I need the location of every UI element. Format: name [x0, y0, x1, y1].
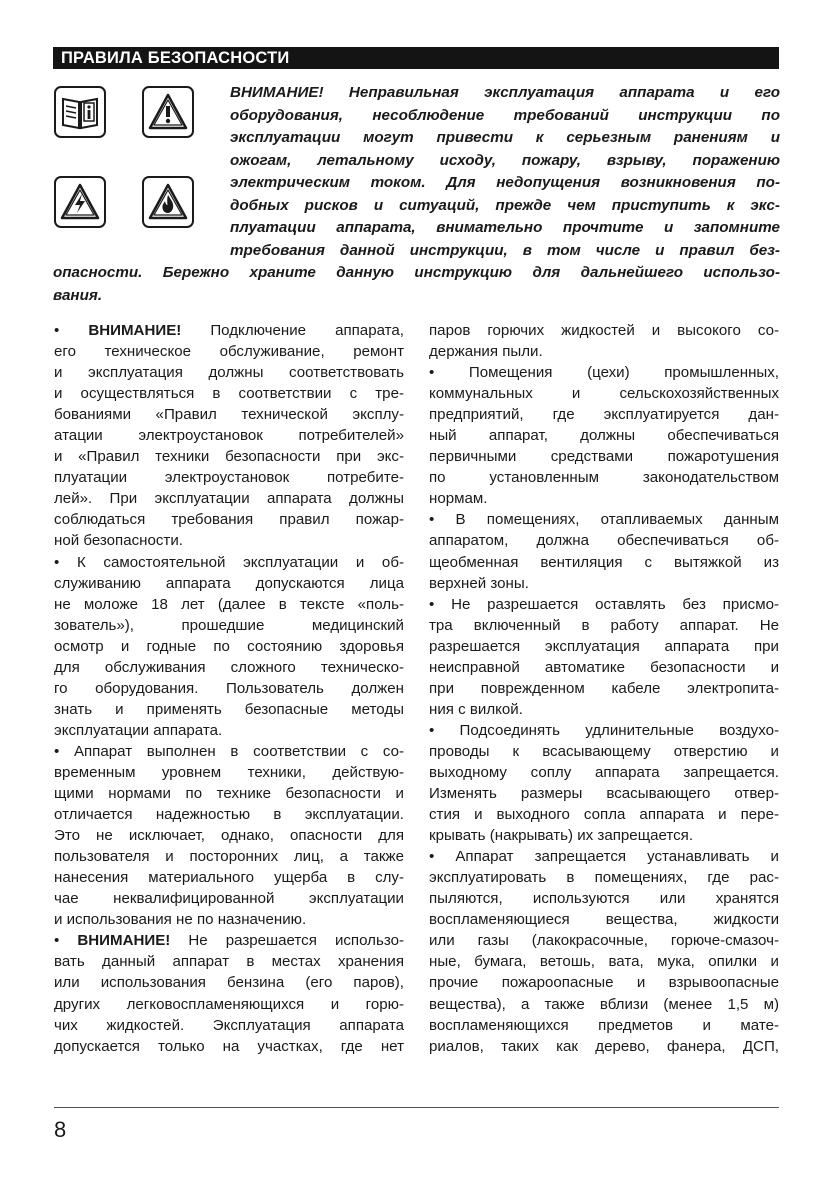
text-line: • ВНИМАНИЕ! Не разрешается использо-: [54, 932, 404, 950]
warning-line: опасности. Бережно храните данную инструкцию для дальнейшего использо-: [53, 264, 780, 281]
footer-divider: [54, 1107, 779, 1108]
text-line: для обслуживания сложного техническо-: [54, 658, 404, 676]
attention-label: ВНИМАНИЕ!: [77, 932, 171, 950]
text-line: нанесения материального ущерба в слу-: [54, 869, 404, 887]
text-line: ния с вилкой.: [429, 700, 523, 718]
warning-line: эксплуатации могут привести к серьезным ранениям и: [230, 129, 780, 146]
text-line: воспламеняющихся предметов и мате-: [429, 1016, 779, 1034]
text-line: допускается только на участках, где нет: [54, 1037, 404, 1055]
text-line: эксплуатации аппарата.: [54, 721, 223, 739]
text-line: щеобменная вентиляция с вытяжкой из: [429, 553, 779, 571]
text-line: пыляются, используются или хранятся: [429, 890, 779, 908]
text-line: чих жидкостей. Эксплуатация аппарата: [54, 1016, 404, 1034]
warning-line: электрическим током. Для недопущения возникновения по-: [230, 174, 780, 191]
text-line: и эксплуатация должны соответствовать: [54, 364, 404, 382]
text-line: зователь»), прошедшие медицинский: [54, 616, 404, 634]
left-column: [54, 320, 404, 1057]
text-line: временным уровнем техники, действую-: [54, 763, 404, 781]
warning-line: ожогам, летальному исходу, пожару, взрыву, поражению: [230, 151, 780, 169]
text-line: неисправной автоматике безопасности и: [429, 658, 779, 676]
text-line: служиванию аппарата допускаются лица: [54, 574, 404, 592]
text-line: ный аппарат, должны обеспечиваться: [429, 427, 779, 445]
section-title: ПРАВИЛА БЕЗОПАСНОСТИ: [61, 49, 290, 67]
text-line: разрешается эксплуатация аппарата при: [429, 637, 779, 655]
warning-line: требования данной инструкции, в том числе и правил без-: [230, 241, 780, 259]
text-line: Изменять размеры всасывающего отвер-: [429, 785, 779, 803]
text-line: верхней зоны.: [429, 574, 529, 592]
warning-line: ВНИМАНИЕ! Неправильная эксплуатация аппарата и его: [230, 84, 780, 101]
right-column: [429, 320, 779, 1057]
text-line: пользователя и посторонних лиц, а также: [54, 848, 404, 866]
text-line: • В помещениях, отапливаемых данным: [429, 511, 779, 529]
text-line: нормам.: [429, 490, 488, 508]
text-line: ные, бумага, ветошь, вата, мука, опилки и: [429, 953, 779, 971]
text-line: и использования не по назначению.: [54, 911, 307, 929]
text-line: других легковоспламеняющихся и горю-: [54, 995, 404, 1013]
text-line: чае неквалифицированной эксплуатации: [54, 890, 404, 908]
text-line: щими нормами по технике безопасности и: [54, 785, 404, 803]
text-line: осмотр и годные по состоянию здоровья: [54, 637, 404, 655]
text-line: и «Правил техники безопасности при экс-: [54, 448, 404, 466]
text-line: вать данный аппарат в местах хранения: [54, 953, 404, 971]
text-line: его техническое обслуживание, ремонт: [54, 343, 404, 361]
text-line: • Подсоединять удлинительные воздухо-: [429, 721, 779, 739]
text-line: плуатации электроустановок потребите-: [54, 469, 404, 487]
text-line: держания пыли.: [429, 343, 543, 361]
text-line: вещества), а также вблизи (менее 1,5 м): [429, 995, 779, 1013]
text-line: • ВНИМАНИЕ! Подключение аппарата,: [54, 322, 404, 339]
text-line: воспламеняющиеся вещества, жидкости: [429, 911, 779, 929]
text-line: предприятий, где эксплуатируется дан-: [429, 406, 779, 424]
text-line: риалов, таких как дерево, фанера, ДСП,: [429, 1037, 779, 1055]
text-line: выходному соплу аппарата запрещается.: [429, 763, 779, 781]
text-line: и осуществляться в соответствии с тре-: [54, 385, 404, 403]
text-line: при поврежденном кабеле электропита-: [429, 679, 779, 697]
text-line: • К самостоятельной эксплуатации и об-: [54, 553, 404, 571]
text-line: бованиями «Правил технической эксплу-: [54, 406, 404, 424]
warning-line: добных рисков и ситуаций, прежде чем приступить к экс-: [230, 196, 780, 214]
text-line: • Аппарат запрещается устанавливать и: [429, 848, 779, 866]
text-line: паров горючих жидкостей и высокого со-: [429, 322, 779, 339]
text-line: стия и выходного сопла аппарата и пере-: [429, 806, 779, 824]
text-line: проводы к всасывающему отверстию и: [429, 742, 779, 760]
text-line: • Аппарат выполнен в соответствии с со-: [54, 742, 404, 760]
warning-paragraph: [53, 82, 780, 307]
warning-line: вания.: [53, 286, 103, 304]
text-line: го оборудования. Пользователь должен: [54, 679, 404, 697]
text-line: знать и применять безопасные методы: [54, 700, 404, 718]
text-line: или использования бензина (его паров),: [54, 974, 404, 992]
page-number: 8: [54, 1117, 67, 1142]
text-line: тра включенный в работу аппарат. Не: [429, 616, 779, 634]
warning-line: оборудования, несоблюдение требований инструкции по: [230, 106, 780, 124]
text-line: крывать (накрывать) их запрещается.: [429, 827, 694, 845]
text-line: Это не исключает, однако, опасности для: [54, 827, 404, 845]
text-line: по установленным законодательством: [429, 469, 779, 487]
text-line: соблюдаться требования правил пожар-: [54, 511, 404, 529]
text-line: отличается надежностью в эксплуатации.: [54, 806, 404, 824]
text-line: лей». При эксплуатации аппарата должны: [54, 490, 404, 508]
text-line: или газы (лакокрасочные, горюче-смазоч-: [429, 932, 779, 950]
text-line: первичными средствами пожаротушения: [429, 448, 779, 466]
attention-label: ВНИМАНИЕ!: [88, 322, 182, 339]
text-line: не моложе 18 лет (далее в тексте «поль-: [54, 595, 404, 613]
section-title-bar: [53, 47, 779, 69]
text-line: эксплуатировать в помещениях, где рас-: [429, 869, 779, 887]
warning-line: плуатации аппарата, внимательно прочтите и запомните: [230, 219, 780, 236]
text-line: атации электроустановок потребителей»: [54, 427, 404, 445]
text-line: прочие пожароопасные и взрывоопасные: [429, 974, 779, 992]
text-line: коммунальных и сельскохозяйственных: [429, 385, 779, 403]
text-line: аппаратом, должна обеспечиваться об-: [429, 532, 779, 550]
text-line: • Не разрешается оставлять без присмо-: [429, 595, 779, 613]
text-line: ной безопасности.: [54, 532, 183, 550]
text-line: • Помещения (цехи) промышленных,: [429, 364, 779, 382]
